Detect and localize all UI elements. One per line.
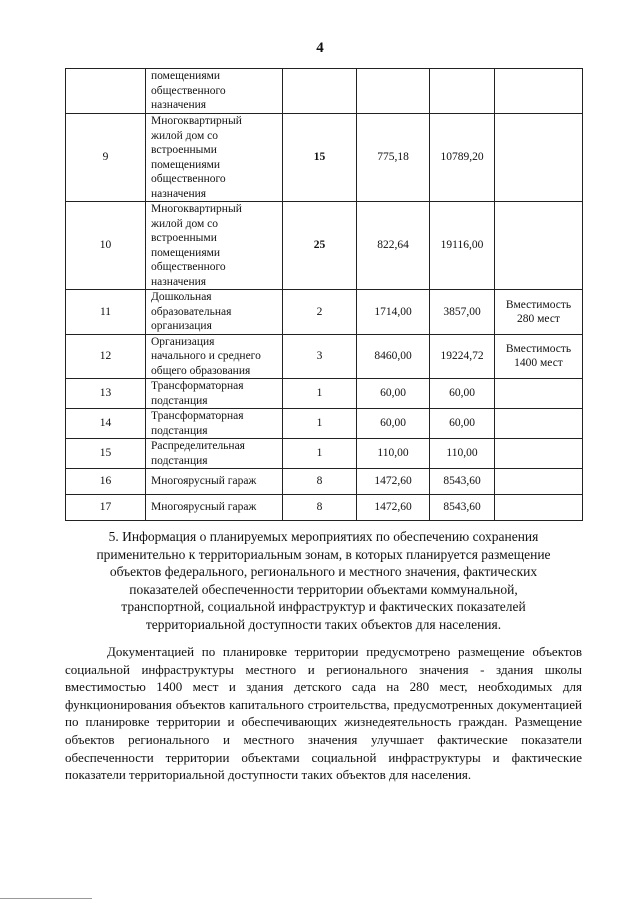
cell-qty: 1 (283, 409, 357, 439)
name-line: Организация (151, 335, 215, 348)
cell-note (495, 114, 583, 202)
cell-area: 8460,00 (357, 334, 430, 379)
cell-note (495, 69, 583, 114)
cell-total: 8543,60 (430, 495, 495, 521)
cell-total: 19224,72 (430, 334, 495, 379)
cell-no: 16 (66, 469, 146, 495)
name-line: жилой дом со (151, 129, 219, 142)
name-line: общего образования (151, 364, 251, 377)
cell-qty: 15 (283, 114, 357, 202)
cell-note (495, 469, 583, 495)
cell-no: 11 (66, 290, 146, 335)
cell-note (495, 290, 583, 335)
name-line: подстанция (151, 424, 208, 437)
name-line: Трансформаторная (151, 410, 244, 422)
page-number: 4 (316, 40, 324, 56)
table-row (66, 379, 583, 409)
cell-qty (283, 69, 357, 114)
cell-note (495, 409, 583, 439)
table-row (66, 290, 583, 335)
cell-qty: 1 (283, 379, 357, 409)
cell-area: 775,18 (357, 114, 430, 202)
cell-note (495, 495, 583, 521)
cell-total: 3857,00 (430, 290, 495, 335)
heading-line: 5. Информация о планируемых мероприятиях по обеспечению сохранения (108, 529, 539, 544)
cell-note (495, 202, 583, 290)
cell-qty: 3 (283, 334, 357, 379)
cell-no: 10 (66, 202, 146, 290)
cell-no: 15 (66, 439, 146, 469)
name-line: помещениями (151, 246, 221, 259)
table-row (66, 334, 583, 379)
cell-area: 60,00 (357, 409, 430, 439)
cell-no: 9 (66, 114, 146, 202)
name-line: общественного (151, 84, 226, 97)
cell-total: 10789,20 (430, 114, 495, 202)
name-line: общественного (151, 173, 226, 185)
cell-no: 14 (66, 409, 146, 439)
cell-total: 8543,60 (430, 469, 495, 495)
heading-line: применительно к территориальным зонам, в которых планируется размещение (96, 546, 551, 562)
cell-qty: 8 (283, 469, 357, 495)
cell-name (146, 334, 283, 379)
cell-name (146, 379, 283, 409)
cell-no: 17 (66, 495, 146, 521)
table-row (66, 114, 583, 202)
name-line: Дошкольная (151, 291, 212, 303)
table-row (66, 495, 583, 521)
heading-line: территориальной доступности таких объектов для населения. (145, 616, 502, 632)
name-line: жилой дом со (151, 217, 219, 230)
table-row (66, 439, 583, 469)
section-5-heading (65, 528, 582, 633)
cell-total: 60,00 (430, 379, 495, 409)
name-line: организация (151, 320, 212, 332)
cell-note (495, 334, 583, 379)
name-line: Распределительная (151, 440, 245, 452)
table-row (66, 469, 583, 495)
cell-name (146, 202, 283, 290)
name-line: помещениями (151, 70, 221, 83)
name-line: помещениями (151, 158, 221, 171)
heading-line: показателей обеспеченности территории объектами коммунальной, (129, 581, 518, 597)
table-row (66, 409, 583, 439)
cell-total: 19116,00 (430, 202, 495, 290)
cell-no: 13 (66, 379, 146, 409)
name-line: назначения (151, 99, 207, 112)
bottom-rule (0, 898, 92, 899)
cell-name (146, 290, 283, 335)
section-5-paragraph: Документацией по планировке территории предусмотрено размещение объектов социальной инфраструктуры местного и регионального значения - здания школы вместимостью 1400 мест и здания детского сада на 280 мест, необходимых для функционирования объектов капитального строительства, предусмотренных документацией по планировке территории и обеспечивающих жизнедеятельность граждан. Размещение объектов регионального и местного значения улучшает фактические показатели обеспеченности территории объектами социальной инфраструктуры и фактические показатели территориальной доступности таких объектов для населения. (65, 644, 582, 783)
name-line: встроенными (151, 232, 217, 244)
facilities-table (65, 68, 583, 521)
cell-note (495, 439, 583, 469)
cell-note (495, 379, 583, 409)
cell-qty: 25 (283, 202, 357, 290)
name-line: назначения (151, 275, 207, 288)
cell-area: 822,64 (357, 202, 430, 290)
cell-total: 110,00 (430, 439, 495, 469)
cell-area (357, 69, 430, 114)
cell-qty: 1 (283, 439, 357, 469)
name-line: Многоярусный гараж (151, 475, 257, 488)
name-line: начального и среднего (151, 350, 261, 362)
name-line: образовательная (151, 305, 232, 318)
cell-area: 1472,60 (357, 495, 430, 521)
table-row-continuation (66, 69, 583, 114)
heading-line: транспортной, социальной инфраструктур и фактических показателей (121, 599, 526, 614)
name-line: встроенными (151, 144, 217, 156)
cell-area: 1714,00 (357, 290, 430, 335)
cell-qty: 2 (283, 290, 357, 335)
cell-name (146, 409, 283, 439)
heading-line: объектов федерального, регионального и местного значения, фактических (109, 564, 538, 579)
name-line: Многоквартирный (151, 203, 242, 215)
note-line: Вместимость (505, 298, 572, 311)
name-line: Трансформаторная (151, 380, 244, 392)
note-line: 280 мест (517, 312, 560, 325)
name-line: Многоквартирный (151, 115, 242, 127)
cell-area: 60,00 (357, 379, 430, 409)
cell-no: 12 (66, 334, 146, 379)
name-line: подстанция (151, 454, 208, 467)
note-line: 1400 мест (514, 357, 563, 370)
table-row (66, 202, 583, 290)
name-line: подстанция (151, 394, 208, 407)
cell-name (146, 495, 283, 521)
cell-qty: 8 (283, 495, 357, 521)
cell-name (146, 469, 283, 495)
cell-name (146, 114, 283, 202)
cell-no (66, 69, 146, 114)
name-line: общественного (151, 261, 226, 273)
name-line: назначения (151, 187, 207, 200)
cell-area: 110,00 (357, 439, 430, 469)
facilities-table-body (66, 69, 583, 521)
cell-area: 1472,60 (357, 469, 430, 495)
cell-name (146, 69, 283, 114)
cell-total: 60,00 (430, 409, 495, 439)
cell-total (430, 69, 495, 114)
name-line: Многоярусный гараж (151, 501, 257, 514)
note-line: Вместимость (505, 343, 572, 356)
cell-name (146, 439, 283, 469)
